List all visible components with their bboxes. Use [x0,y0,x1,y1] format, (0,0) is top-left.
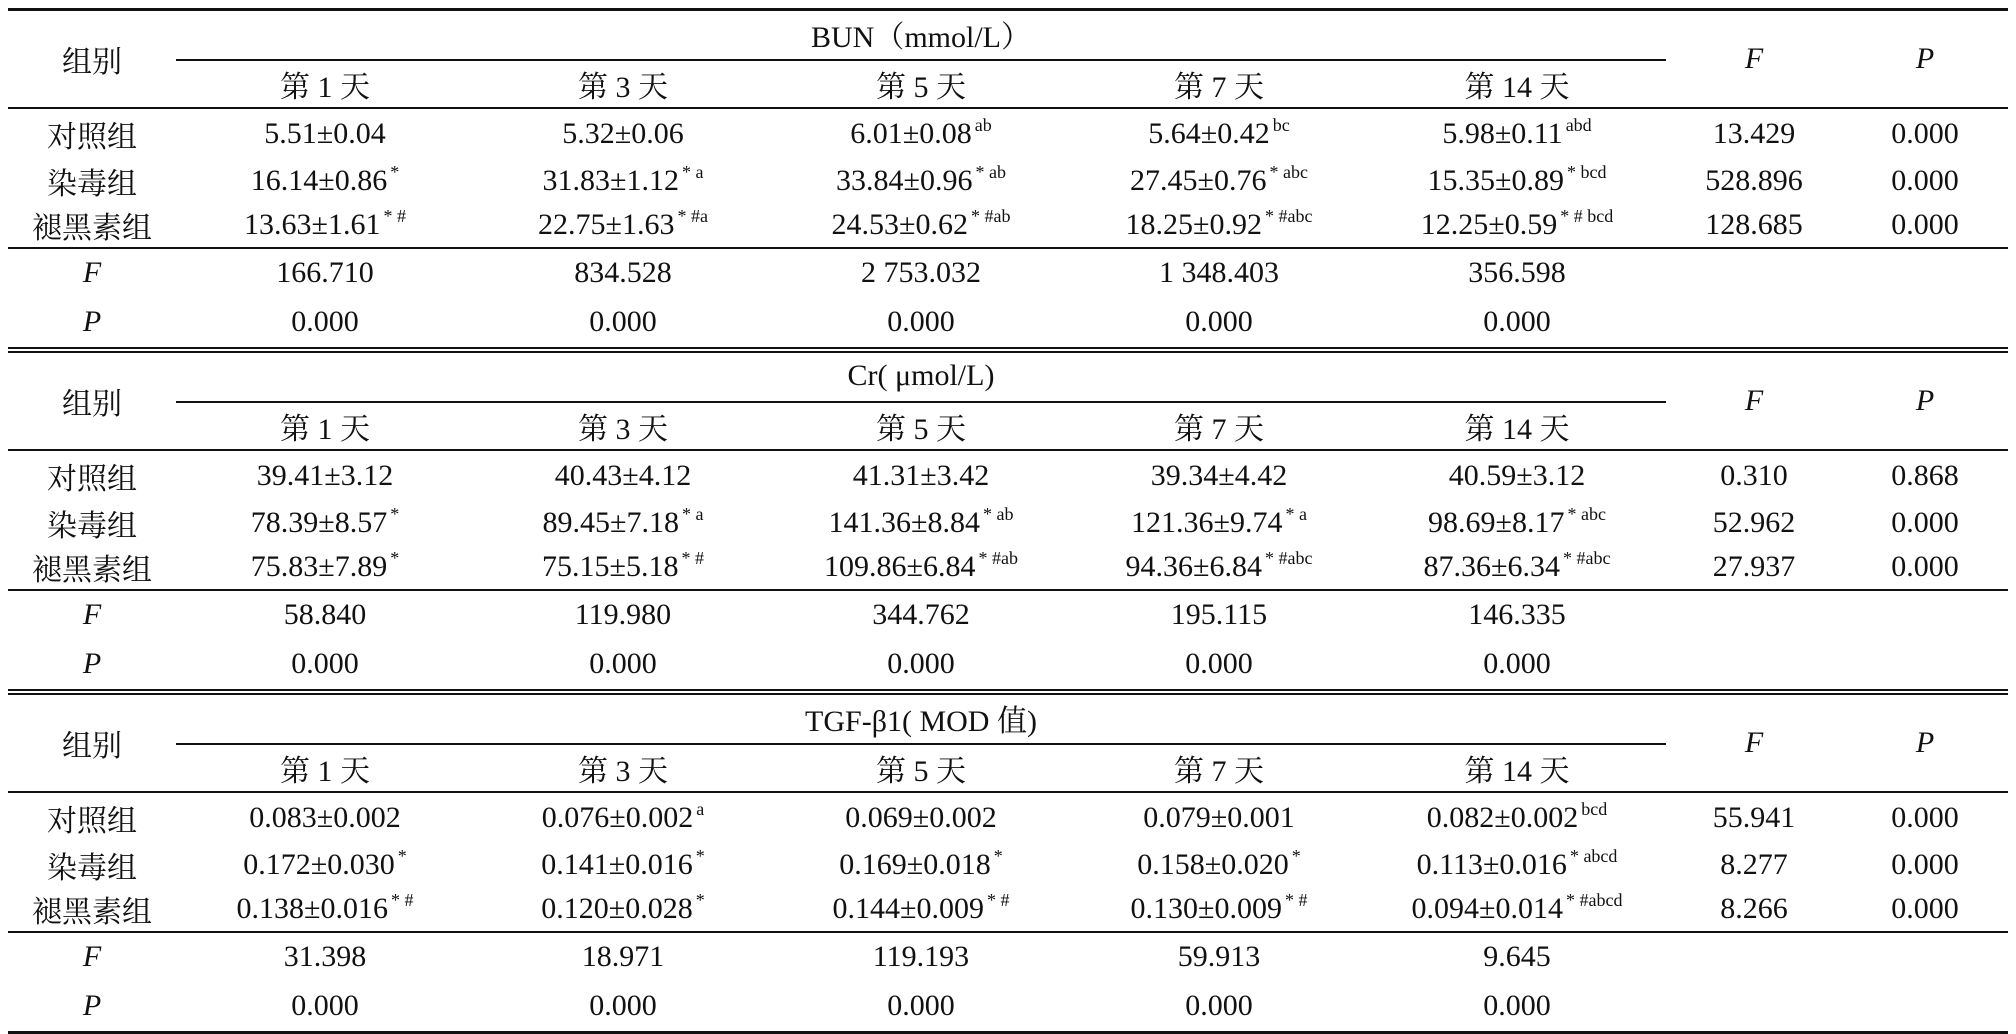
group-column-header: 组别 [8,10,176,109]
significance-marker: ab [974,115,992,135]
data-cell [1368,792,1666,843]
cell-value: 75.83±7.89 [250,550,388,583]
p-summary-value: 0.000 [1070,981,1368,1033]
p-value: 0.000 [1891,208,1959,241]
data-cell [1070,501,1368,545]
empty-cell [1842,248,2008,297]
f-summary-value: 119.193 [772,932,1070,981]
data-cell [1368,159,1666,203]
significance-marker: * #abc [1264,206,1313,226]
section-title [176,692,1666,744]
data-cell [772,843,1070,887]
significance-marker: * [1291,846,1301,866]
cell-value: 0.120±0.028 [541,892,693,925]
cell-value: 27.45±0.76 [1130,164,1267,197]
data-cell [772,501,1070,545]
data-cell [1368,545,1666,590]
cell-value: 0.094±0.014 [1411,892,1563,925]
p-summary-value: 0.000 [887,647,955,680]
p-row-label: P [82,305,102,338]
significance-marker: * [695,846,705,866]
significance-marker: * [390,162,400,182]
significance-marker: * ab [982,504,1014,524]
significance-marker: * a [1285,504,1307,524]
group-name: 染毒组 [47,852,137,885]
day-column-header: 第 5 天 [876,71,966,104]
cell-value: 0.141±0.016 [541,848,693,881]
group-row [8,450,2008,501]
cell-value: 121.36±9.74 [1131,506,1283,539]
data-cell [1368,887,1666,932]
p-value: 0.000 [1842,792,2008,843]
p-value: 0.000 [1891,892,1959,925]
significance-marker: * [390,548,400,568]
day-column-header: 第 14 天 [1464,71,1570,104]
cell-value: 0.082±0.002 [1426,801,1579,834]
f-summary-value: 166.710 [176,248,474,297]
day-column-header: 第 1 天 [280,413,370,446]
p-value: 0.000 [1842,108,2008,159]
data-cell [176,450,474,501]
group-row [8,501,2008,545]
f-value: 128.685 [1705,208,1803,241]
f-value: 0.310 [1666,450,1842,501]
significance-marker: * a [681,162,704,182]
cell-value: 24.53±0.62 [831,208,968,241]
significance-marker: a [696,799,705,819]
data-cell [474,545,772,590]
significance-marker: * #abc [1264,548,1313,568]
p-summary-value: 0.000 [1185,647,1253,680]
p-summary-value: 0.000 [1185,305,1253,338]
data-cell [474,108,772,159]
f-row-label: F [8,248,176,297]
cell-value: 0.113±0.016 [1416,848,1567,881]
cell-value: 5.32±0.06 [562,117,684,150]
cell-value: 0.069±0.002 [845,801,997,834]
significance-marker: bc [1272,115,1290,135]
cell-value: 5.98±0.11 [1442,117,1563,150]
cell-value: 12.25±0.59 [1420,208,1558,241]
empty-cell [1842,932,2008,981]
f-row-label: F [8,590,176,639]
p-summary-row [8,639,2008,692]
f-value: 528.896 [1705,164,1803,197]
significance-marker: abd [1565,115,1592,135]
day-column-header: 第 1 天 [280,71,370,104]
p-column-header: P [1842,692,2008,792]
significance-marker: * abc [1269,162,1308,182]
table-body [8,10,2008,1033]
significance-marker: * abcd [1569,846,1618,866]
empty-cell [1666,590,1842,639]
cell-value: 31.83±1.12 [542,164,679,197]
f-summary-row [8,248,2008,297]
p-value: 0.000 [1891,506,1959,539]
cell-value: 41.31±3.42 [852,459,990,492]
cell-value: 0.130±0.009 [1130,892,1282,925]
p-summary-value: 0.000 [887,305,955,338]
day-column-header: 第 3 天 [578,413,668,446]
cell-value: 5.51±0.04 [264,117,386,150]
group-row [8,108,2008,159]
p-summary-value: 0.000 [772,981,1070,1033]
p-row-label: P [8,981,176,1033]
group-name: 对照组 [8,792,176,843]
day-column-header: 第 5 天 [876,755,966,788]
significance-marker: * a [681,504,704,524]
cell-value: 13.63±1.61 [244,208,381,241]
cell-value: 0.138±0.016 [236,892,388,925]
cell-value: 39.34±4.42 [1150,459,1288,492]
data-cell [474,792,772,843]
cell-value: 87.36±6.34 [1423,550,1560,583]
section-header-row [8,10,2008,61]
data-cell [1070,545,1368,590]
f-summary-value: 195.115 [1070,590,1368,639]
group-name: 褪黑素组 [32,212,152,245]
data-cell [1070,108,1368,159]
significance-marker: * #abcd [1566,890,1623,910]
day-column-header: 第 1 天 [280,755,370,788]
empty-cell [1842,590,2008,639]
data-cell [772,159,1070,203]
cell-value: 18.25±0.92 [1125,208,1262,241]
p-summary-value: 0.000 [291,305,359,338]
significance-marker: * # [986,890,1010,910]
data-cell [1368,108,1666,159]
day-column-header: 第 7 天 [1174,413,1264,446]
cell-value: 98.69±8.17 [1428,506,1565,539]
cell-value: 109.86±6.84 [824,550,976,583]
significance-marker: * [390,504,400,524]
p-summary-value: 0.000 [1483,647,1551,680]
data-cell [176,843,474,887]
data-cell [176,159,474,203]
cell-value: 0.172±0.030 [243,848,395,881]
data-cell [176,792,474,843]
data-cell [474,203,772,248]
day-column-header: 第 5 天 [876,413,966,446]
empty-cell [1666,248,1842,297]
f-value: 8.277 [1720,848,1788,881]
section-header-row [8,350,2008,402]
data-cell [1368,843,1666,887]
data-cell [176,203,474,248]
data-cell [1070,843,1368,887]
stats-table [8,8,2008,1034]
data-cell [1070,887,1368,932]
section-title-text: Cr( μmol/L) [847,358,995,392]
significance-marker: * ab [975,162,1006,182]
group-row [8,843,2008,887]
day-column-header: 第 7 天 [1174,755,1264,788]
significance-marker: * # bcd [1560,206,1614,226]
group-name: 对照组 [8,450,176,501]
group-name: 对照组 [8,108,176,159]
group-row [8,545,2008,590]
section-title [176,350,1666,402]
cell-value: 33.84±0.96 [836,164,973,197]
significance-marker: * # [681,548,704,568]
data-cell [176,108,474,159]
cell-value: 40.43±4.12 [554,459,692,492]
p-summary-value: 0.000 [589,647,657,680]
cell-value: 94.36±6.84 [1125,550,1262,583]
p-row-label: P [82,647,102,680]
p-summary-row [8,297,2008,350]
f-summary-value: 9.645 [1368,932,1666,981]
significance-marker: * bcd [1566,162,1607,182]
group-name: 褪黑素组 [32,554,152,587]
cell-value: 75.15±5.18 [542,550,679,583]
f-value: 55.941 [1666,792,1842,843]
f-column-header: F [1666,692,1842,792]
f-summary-row [8,590,2008,639]
f-summary-row [8,932,2008,981]
cell-value: 0.169±0.018 [839,848,991,881]
section-title [176,10,1666,61]
day-column-header: 第 3 天 [578,71,668,104]
section-title-text: TGF-β1( MOD 值) [805,704,1037,738]
section-header-row [8,692,2008,744]
cell-value: 0.158±0.020 [1137,848,1289,881]
day-column-header: 第 14 天 [1464,755,1570,788]
empty-cell [1666,981,1842,1033]
significance-marker: * #ab [978,548,1018,568]
data-cell [176,545,474,590]
group-row [8,159,2008,203]
significance-marker: * #ab [970,206,1011,226]
data-cell [1070,203,1368,248]
data-cell [1070,159,1368,203]
day-column-header: 第 7 天 [1174,71,1264,104]
cell-value: 39.41±3.12 [256,459,394,492]
significance-marker: * # [1284,890,1308,910]
f-column-header: F [1666,350,1842,450]
data-cell [1368,501,1666,545]
f-summary-value: 59.913 [1070,932,1368,981]
group-name: 染毒组 [47,510,137,543]
f-summary-value: 834.528 [474,248,772,297]
f-summary-value: 1 348.403 [1070,248,1368,297]
data-cell [176,501,474,545]
empty-cell [1666,297,1842,350]
data-cell [772,887,1070,932]
day-column-header: 第 3 天 [578,755,668,788]
f-row-label: F [8,932,176,981]
f-value: 52.962 [1712,506,1796,539]
cell-value: 15.35±0.89 [1427,164,1564,197]
section-title-text: BUN（mmol/L） [811,20,1032,54]
data-cell [474,501,772,545]
p-summary-value: 0.000 [1483,305,1551,338]
p-summary-value: 0.000 [474,981,772,1033]
cell-value: 0.083±0.002 [249,801,401,834]
day-column-header: 第 14 天 [1464,413,1570,446]
empty-cell [1842,981,2008,1033]
data-cell [1070,450,1368,501]
f-summary-value: 146.335 [1368,590,1666,639]
data-cell [772,203,1070,248]
significance-marker: * [397,846,407,866]
cell-value: 78.39±8.57 [250,506,388,539]
data-cell [772,450,1070,501]
significance-marker: * abc [1567,504,1606,524]
p-value: 0.000 [1891,164,1959,197]
significance-marker: * # [390,890,414,910]
significance-marker: * [695,890,705,910]
p-column-header: P [1842,10,2008,109]
cell-value: 0.079±0.001 [1143,801,1295,834]
f-summary-value: 2 753.032 [772,248,1070,297]
f-value: 13.429 [1666,108,1842,159]
f-column-header: F [1666,10,1842,109]
group-row [8,887,2008,932]
empty-cell [1842,639,2008,692]
cell-value: 5.64±0.42 [1148,117,1270,150]
data-cell [474,450,772,501]
group-row [8,203,2008,248]
p-summary-row [8,981,2008,1033]
empty-cell [1666,639,1842,692]
cell-value: 22.75±1.63 [538,208,675,241]
significance-marker: * #abc [1563,548,1611,568]
group-column-header: 组别 [8,350,176,450]
data-cell [474,887,772,932]
f-summary-value: 356.598 [1368,248,1666,297]
p-value: 0.000 [1891,550,1959,583]
f-value: 8.266 [1720,892,1788,925]
data-cell [474,159,772,203]
data-cell [772,108,1070,159]
empty-cell [1666,932,1842,981]
p-summary-value: 0.000 [291,647,359,680]
p-value: 0.000 [1891,848,1959,881]
cell-value: 0.076±0.002 [541,801,694,834]
data-cell [1368,203,1666,248]
data-cell [1368,450,1666,501]
p-column-header: P [1842,350,2008,450]
cell-value: 141.36±8.84 [828,506,980,539]
significance-marker: * [993,846,1003,866]
cell-value: 16.14±0.86 [250,164,388,197]
f-value: 27.937 [1712,550,1796,583]
data-cell [1070,792,1368,843]
data-cell [772,545,1070,590]
empty-cell [1842,297,2008,350]
data-cell [474,843,772,887]
significance-marker: * #a [677,206,708,226]
group-name: 染毒组 [47,168,137,201]
p-value: 0.868 [1842,450,2008,501]
significance-marker: * # [383,206,406,226]
group-row [8,792,2008,843]
p-summary-value: 0.000 [176,981,474,1033]
cell-value: 0.144±0.009 [832,892,984,925]
cell-value: 89.45±7.18 [542,506,679,539]
data-cell [772,792,1070,843]
significance-marker: bcd [1581,799,1608,819]
group-column-header: 组别 [8,692,176,792]
f-summary-value: 18.971 [474,932,772,981]
f-summary-value: 344.762 [772,590,1070,639]
f-summary-value: 31.398 [176,932,474,981]
cell-value: 6.01±0.08 [850,117,972,150]
p-summary-value: 0.000 [589,305,657,338]
group-name: 褪黑素组 [32,896,152,929]
p-summary-value: 0.000 [1368,981,1666,1033]
f-summary-value: 119.980 [474,590,772,639]
f-summary-value: 58.840 [176,590,474,639]
cell-value: 40.59±3.12 [1448,459,1586,492]
data-cell [176,887,474,932]
